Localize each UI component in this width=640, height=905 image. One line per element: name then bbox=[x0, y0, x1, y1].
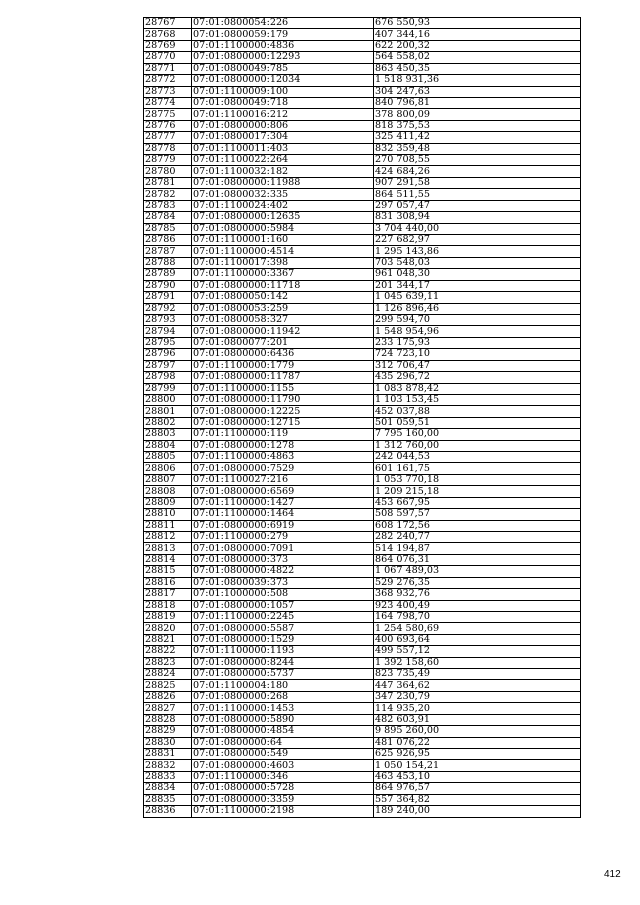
cadastral-number-cell: 07:01:0800049:718 bbox=[192, 97, 374, 108]
table-row bbox=[144, 212, 581, 223]
row-number-cell: 28780 bbox=[144, 166, 192, 177]
table-row bbox=[144, 29, 581, 40]
cadastral-number-cell: 07:01:0800000:12635 bbox=[192, 212, 374, 223]
table-row bbox=[144, 349, 581, 360]
cadastral-number-cell: 07:01:1100016:212 bbox=[192, 109, 374, 120]
row-number-cell: 28824 bbox=[144, 669, 192, 680]
cadastral-number-cell: 07:01:0800000:7529 bbox=[192, 463, 374, 474]
table-row bbox=[144, 749, 581, 760]
cadastral-number-cell: 07:01:0800000:268 bbox=[192, 691, 374, 702]
row-number-cell: 28771 bbox=[144, 63, 192, 74]
table-row bbox=[144, 543, 581, 554]
value-cell: 447 364,62 bbox=[374, 680, 581, 691]
row-number-cell: 28779 bbox=[144, 155, 192, 166]
value-cell: 453 667,95 bbox=[374, 497, 581, 508]
row-number-cell: 28789 bbox=[144, 269, 192, 280]
row-number-cell: 28836 bbox=[144, 806, 192, 817]
table-row bbox=[144, 120, 581, 131]
table-row bbox=[144, 97, 581, 108]
row-number-cell: 28829 bbox=[144, 726, 192, 737]
cadastral-number-cell: 07:01:0800000:3359 bbox=[192, 794, 374, 805]
cadastral-number-cell: 07:01:1100000:1779 bbox=[192, 360, 374, 371]
table-row bbox=[144, 771, 581, 782]
value-cell: 831 308,94 bbox=[374, 212, 581, 223]
cadastral-number-cell: 07:01:1100017:398 bbox=[192, 257, 374, 268]
table-row bbox=[144, 429, 581, 440]
table-row bbox=[144, 806, 581, 817]
cadastral-number-cell: 07:01:0800000:11718 bbox=[192, 280, 374, 291]
value-cell: 923 400,49 bbox=[374, 600, 581, 611]
cadastral-number-cell: 07:01:0800000:11790 bbox=[192, 394, 374, 405]
table-row bbox=[144, 737, 581, 748]
value-cell: 114 935,20 bbox=[374, 703, 581, 714]
table-row bbox=[144, 657, 581, 668]
row-number-cell: 28832 bbox=[144, 760, 192, 771]
value-cell: 297 057,47 bbox=[374, 200, 581, 211]
table-row bbox=[144, 714, 581, 725]
table-row bbox=[144, 463, 581, 474]
row-number-cell: 28827 bbox=[144, 703, 192, 714]
cadastral-number-cell: 07:01:1000000:508 bbox=[192, 589, 374, 600]
table-row bbox=[144, 314, 581, 325]
row-number-cell: 28786 bbox=[144, 235, 192, 246]
row-number-cell: 28812 bbox=[144, 531, 192, 542]
table-row bbox=[144, 360, 581, 371]
value-cell: 840 796,81 bbox=[374, 97, 581, 108]
row-number-cell: 28788 bbox=[144, 257, 192, 268]
table-row bbox=[144, 52, 581, 63]
cadastral-number-cell: 07:01:0800000:373 bbox=[192, 554, 374, 565]
table-row bbox=[144, 394, 581, 405]
row-number-cell: 28801 bbox=[144, 406, 192, 417]
row-number-cell: 28823 bbox=[144, 657, 192, 668]
table-row bbox=[144, 280, 581, 291]
row-number-cell: 28817 bbox=[144, 589, 192, 600]
table-row bbox=[144, 326, 581, 337]
row-number-cell: 28826 bbox=[144, 691, 192, 702]
table-row bbox=[144, 155, 581, 166]
row-number-cell: 28774 bbox=[144, 97, 192, 108]
table-row bbox=[144, 417, 581, 428]
table-row bbox=[144, 646, 581, 657]
value-cell: 864 976,57 bbox=[374, 783, 581, 794]
table-row bbox=[144, 509, 581, 520]
row-number-cell: 28813 bbox=[144, 543, 192, 554]
row-number-cell: 28800 bbox=[144, 394, 192, 405]
table-row bbox=[144, 783, 581, 794]
value-cell: 242 044,53 bbox=[374, 452, 581, 463]
row-number-cell: 28806 bbox=[144, 463, 192, 474]
table-row bbox=[144, 246, 581, 257]
row-number-cell: 28785 bbox=[144, 223, 192, 234]
cadastral-number-cell: 07:01:1100000:1453 bbox=[192, 703, 374, 714]
row-number-cell: 28834 bbox=[144, 783, 192, 794]
cadastral-number-cell: 07:01:0800000:806 bbox=[192, 120, 374, 131]
value-cell: 304 247,63 bbox=[374, 86, 581, 97]
cadastral-number-cell: 07:01:0800000:64 bbox=[192, 737, 374, 748]
row-number-cell: 28773 bbox=[144, 86, 192, 97]
table-row bbox=[144, 680, 581, 691]
cadastral-number-cell: 07:01:1100004:180 bbox=[192, 680, 374, 691]
value-cell: 368 932,76 bbox=[374, 589, 581, 600]
value-cell: 9 895 260,00 bbox=[374, 726, 581, 737]
page-number: 412 bbox=[604, 869, 621, 880]
value-cell: 625 926,95 bbox=[374, 749, 581, 760]
table-row bbox=[144, 200, 581, 211]
value-cell: 601 161,75 bbox=[374, 463, 581, 474]
row-number-cell: 28768 bbox=[144, 29, 192, 40]
cadastral-number-cell: 07:01:0800000:4854 bbox=[192, 726, 374, 737]
value-cell: 823 735,49 bbox=[374, 669, 581, 680]
cadastral-number-cell: 07:01:1100000:2198 bbox=[192, 806, 374, 817]
table-row bbox=[144, 177, 581, 188]
table-row bbox=[144, 440, 581, 451]
cadastral-number-cell: 07:01:0800000:5737 bbox=[192, 669, 374, 680]
cadastral-number-cell: 07:01:0800000:12715 bbox=[192, 417, 374, 428]
cadastral-number-cell: 07:01:1100001:160 bbox=[192, 235, 374, 246]
table-row bbox=[144, 703, 581, 714]
value-cell: 622 200,32 bbox=[374, 40, 581, 51]
row-number-cell: 28809 bbox=[144, 497, 192, 508]
row-number-cell: 28784 bbox=[144, 212, 192, 223]
value-cell: 424 684,26 bbox=[374, 166, 581, 177]
cadastral-number-cell: 07:01:0800000:5890 bbox=[192, 714, 374, 725]
table-row bbox=[144, 86, 581, 97]
row-number-cell: 28807 bbox=[144, 474, 192, 485]
value-cell: 863 450,35 bbox=[374, 63, 581, 74]
table-row bbox=[144, 623, 581, 634]
row-number-cell: 28795 bbox=[144, 337, 192, 348]
table-row bbox=[144, 63, 581, 74]
cadastral-number-cell: 07:01:0800000:12293 bbox=[192, 52, 374, 63]
row-number-cell: 28796 bbox=[144, 349, 192, 360]
value-cell: 1 045 639,11 bbox=[374, 292, 581, 303]
table-row bbox=[144, 726, 581, 737]
row-number-cell: 28793 bbox=[144, 314, 192, 325]
row-number-cell: 28792 bbox=[144, 303, 192, 314]
row-number-cell: 28776 bbox=[144, 120, 192, 131]
table-row bbox=[144, 600, 581, 611]
value-cell: 299 594,70 bbox=[374, 314, 581, 325]
value-cell: 1 548 954,96 bbox=[374, 326, 581, 337]
value-cell: 1 392 158,60 bbox=[374, 657, 581, 668]
row-number-cell: 28797 bbox=[144, 360, 192, 371]
value-cell: 864 511,55 bbox=[374, 189, 581, 200]
row-number-cell: 28825 bbox=[144, 680, 192, 691]
value-cell: 529 276,35 bbox=[374, 577, 581, 588]
value-cell: 557 364,82 bbox=[374, 794, 581, 805]
table-row bbox=[144, 611, 581, 622]
row-number-cell: 28778 bbox=[144, 143, 192, 154]
table-row bbox=[144, 337, 581, 348]
cadastral-number-cell: 07:01:0800039:373 bbox=[192, 577, 374, 588]
table-row bbox=[144, 691, 581, 702]
value-cell: 1 312 760,00 bbox=[374, 440, 581, 451]
table-row bbox=[144, 292, 581, 303]
value-cell: 961 048,30 bbox=[374, 269, 581, 280]
value-cell: 676 550,93 bbox=[374, 18, 581, 29]
row-number-cell: 28819 bbox=[144, 611, 192, 622]
table-row bbox=[144, 166, 581, 177]
table-row bbox=[144, 497, 581, 508]
table-row bbox=[144, 75, 581, 86]
cadastral-number-cell: 07:01:0800077:201 bbox=[192, 337, 374, 348]
row-number-cell: 28799 bbox=[144, 383, 192, 394]
table-row bbox=[144, 794, 581, 805]
cadastral-number-cell: 07:01:0800000:12225 bbox=[192, 406, 374, 417]
cadastral-number-cell: 07:01:0800000:6436 bbox=[192, 349, 374, 360]
table-row bbox=[144, 531, 581, 542]
cadastral-number-cell: 07:01:0800000:1278 bbox=[192, 440, 374, 451]
table-row bbox=[144, 269, 581, 280]
cadastral-number-cell: 07:01:0800059:179 bbox=[192, 29, 374, 40]
table-row bbox=[144, 189, 581, 200]
table-row bbox=[144, 143, 581, 154]
cadastral-number-cell: 07:01:1100000:1427 bbox=[192, 497, 374, 508]
row-number-cell: 28769 bbox=[144, 40, 192, 51]
cadastral-number-cell: 07:01:0800000:11942 bbox=[192, 326, 374, 337]
row-number-cell: 28777 bbox=[144, 132, 192, 143]
row-number-cell: 28805 bbox=[144, 452, 192, 463]
value-cell: 1 050 154,21 bbox=[374, 760, 581, 771]
table-row bbox=[144, 669, 581, 680]
row-number-cell: 28804 bbox=[144, 440, 192, 451]
value-cell: 189 240,00 bbox=[374, 806, 581, 817]
value-cell: 481 076,22 bbox=[374, 737, 581, 748]
table-row bbox=[144, 223, 581, 234]
value-cell: 832 359,48 bbox=[374, 143, 581, 154]
value-cell: 164 798,70 bbox=[374, 611, 581, 622]
cadastral-number-cell: 07:01:1100000:3367 bbox=[192, 269, 374, 280]
value-cell: 463 453,10 bbox=[374, 771, 581, 782]
value-cell: 1 083 878,42 bbox=[374, 383, 581, 394]
cadastral-number-cell: 07:01:0800017:304 bbox=[192, 132, 374, 143]
cadastral-number-cell: 07:01:0800000:7091 bbox=[192, 543, 374, 554]
table-row bbox=[144, 40, 581, 51]
value-cell: 724 723,10 bbox=[374, 349, 581, 360]
cadastral-number-cell: 07:01:0800000:5728 bbox=[192, 783, 374, 794]
row-number-cell: 28798 bbox=[144, 372, 192, 383]
row-number-cell: 28803 bbox=[144, 429, 192, 440]
row-number-cell: 28822 bbox=[144, 646, 192, 657]
value-cell: 7 795 160,00 bbox=[374, 429, 581, 440]
cadastral-number-cell: 07:01:0800049:785 bbox=[192, 63, 374, 74]
row-number-cell: 28820 bbox=[144, 623, 192, 634]
cadastral-number-cell: 07:01:0800058:327 bbox=[192, 314, 374, 325]
table-row bbox=[144, 132, 581, 143]
row-number-cell: 28767 bbox=[144, 18, 192, 29]
row-number-cell: 28782 bbox=[144, 189, 192, 200]
table-row bbox=[144, 474, 581, 485]
table-row bbox=[144, 554, 581, 565]
cadastral-number-cell: 07:01:1100000:1193 bbox=[192, 646, 374, 657]
value-cell: 325 411,42 bbox=[374, 132, 581, 143]
table-row bbox=[144, 566, 581, 577]
value-cell: 514 194,87 bbox=[374, 543, 581, 554]
cadastral-number-cell: 07:01:1100000:1155 bbox=[192, 383, 374, 394]
value-cell: 233 175,93 bbox=[374, 337, 581, 348]
cadastral-number-cell: 07:01:0800000:12034 bbox=[192, 75, 374, 86]
cadastral-number-cell: 07:01:0800000:4822 bbox=[192, 566, 374, 577]
cadastral-number-cell: 07:01:0800000:1529 bbox=[192, 634, 374, 645]
row-number-cell: 28802 bbox=[144, 417, 192, 428]
cadastral-number-cell: 07:01:1100000:4514 bbox=[192, 246, 374, 257]
cadastral-number-cell: 07:01:1100000:279 bbox=[192, 531, 374, 542]
cadastral-number-cell: 07:01:0800000:8244 bbox=[192, 657, 374, 668]
table-row bbox=[144, 372, 581, 383]
table-row bbox=[144, 452, 581, 463]
value-cell: 1 126 896,46 bbox=[374, 303, 581, 314]
table-row bbox=[144, 577, 581, 588]
value-cell: 703 548,03 bbox=[374, 257, 581, 268]
cadastral-number-cell: 07:01:1100000:2245 bbox=[192, 611, 374, 622]
row-number-cell: 28791 bbox=[144, 292, 192, 303]
value-cell: 452 037,88 bbox=[374, 406, 581, 417]
row-number-cell: 28794 bbox=[144, 326, 192, 337]
cadastral-number-cell: 07:01:1100000:119 bbox=[192, 429, 374, 440]
cadastral-number-cell: 07:01:1100000:4836 bbox=[192, 40, 374, 51]
cadastral-number-cell: 07:01:1100024:402 bbox=[192, 200, 374, 211]
table-row bbox=[144, 303, 581, 314]
table-row bbox=[144, 18, 581, 29]
row-number-cell: 28816 bbox=[144, 577, 192, 588]
cadastral-number-cell: 07:01:1100000:346 bbox=[192, 771, 374, 782]
value-cell: 3 704 440,00 bbox=[374, 223, 581, 234]
value-cell: 227 682,97 bbox=[374, 235, 581, 246]
value-cell: 499 557,12 bbox=[374, 646, 581, 657]
table-row bbox=[144, 257, 581, 268]
value-cell: 378 800,09 bbox=[374, 109, 581, 120]
value-cell: 1 254 580,69 bbox=[374, 623, 581, 634]
table-row bbox=[144, 634, 581, 645]
row-number-cell: 28811 bbox=[144, 520, 192, 531]
table-row bbox=[144, 109, 581, 120]
cadastral-number-cell: 07:01:1100011:403 bbox=[192, 143, 374, 154]
value-cell: 1 518 931,36 bbox=[374, 75, 581, 86]
row-number-cell: 28821 bbox=[144, 634, 192, 645]
cadastral-number-cell: 07:01:0800000:6569 bbox=[192, 486, 374, 497]
cadastral-number-cell: 07:01:0800050:142 bbox=[192, 292, 374, 303]
table-row bbox=[144, 760, 581, 771]
value-cell: 201 344,17 bbox=[374, 280, 581, 291]
cadastral-number-cell: 07:01:0800000:4603 bbox=[192, 760, 374, 771]
cadastral-number-cell: 07:01:1100022:264 bbox=[192, 155, 374, 166]
row-number-cell: 28833 bbox=[144, 771, 192, 782]
value-cell: 312 706,47 bbox=[374, 360, 581, 371]
cadastral-number-cell: 07:01:1100000:1464 bbox=[192, 509, 374, 520]
cadastral-number-cell: 07:01:0800054:226 bbox=[192, 18, 374, 29]
row-number-cell: 28781 bbox=[144, 177, 192, 188]
table-row bbox=[144, 235, 581, 246]
cadastral-number-cell: 07:01:1100032:182 bbox=[192, 166, 374, 177]
row-number-cell: 28787 bbox=[144, 246, 192, 257]
value-cell: 1 067 489,03 bbox=[374, 566, 581, 577]
table-row bbox=[144, 383, 581, 394]
row-number-cell: 28830 bbox=[144, 737, 192, 748]
cadastral-number-cell: 07:01:1100027:216 bbox=[192, 474, 374, 485]
row-number-cell: 28772 bbox=[144, 75, 192, 86]
value-cell: 608 172,56 bbox=[374, 520, 581, 531]
value-cell: 1 295 143,86 bbox=[374, 246, 581, 257]
row-number-cell: 28783 bbox=[144, 200, 192, 211]
cadastral-number-cell: 07:01:0800000:6919 bbox=[192, 520, 374, 531]
value-cell: 501 059,51 bbox=[374, 417, 581, 428]
row-number-cell: 28835 bbox=[144, 794, 192, 805]
value-cell: 907 291,58 bbox=[374, 177, 581, 188]
value-cell: 1 103 153,45 bbox=[374, 394, 581, 405]
value-cell: 1 053 770,18 bbox=[374, 474, 581, 485]
cadastral-number-cell: 07:01:0800000:549 bbox=[192, 749, 374, 760]
cadastral-number-cell: 07:01:0800000:5984 bbox=[192, 223, 374, 234]
table-body bbox=[144, 18, 581, 818]
value-cell: 482 603,91 bbox=[374, 714, 581, 725]
value-cell: 818 375,53 bbox=[374, 120, 581, 131]
cadastral-number-cell: 07:01:0800000:11787 bbox=[192, 372, 374, 383]
value-cell: 407 344,16 bbox=[374, 29, 581, 40]
value-cell: 400 693,64 bbox=[374, 634, 581, 645]
cadastral-number-cell: 07:01:1100000:4863 bbox=[192, 452, 374, 463]
value-cell: 564 558,02 bbox=[374, 52, 581, 63]
value-cell: 347 230,79 bbox=[374, 691, 581, 702]
table-row bbox=[144, 520, 581, 531]
row-number-cell: 28808 bbox=[144, 486, 192, 497]
row-number-cell: 28810 bbox=[144, 509, 192, 520]
value-cell: 435 296,72 bbox=[374, 372, 581, 383]
table-row bbox=[144, 486, 581, 497]
row-number-cell: 28775 bbox=[144, 109, 192, 120]
row-number-cell: 28831 bbox=[144, 749, 192, 760]
value-cell: 270 708,55 bbox=[374, 155, 581, 166]
row-number-cell: 28815 bbox=[144, 566, 192, 577]
cadastral-number-cell: 07:01:0800000:1057 bbox=[192, 600, 374, 611]
cadastral-value-table bbox=[143, 17, 581, 818]
row-number-cell: 28828 bbox=[144, 714, 192, 725]
row-number-cell: 28770 bbox=[144, 52, 192, 63]
table-row bbox=[144, 406, 581, 417]
value-cell: 864 076,31 bbox=[374, 554, 581, 565]
value-cell: 508 597,57 bbox=[374, 509, 581, 520]
row-number-cell: 28818 bbox=[144, 600, 192, 611]
cadastral-number-cell: 07:01:0800000:11988 bbox=[192, 177, 374, 188]
row-number-cell: 28790 bbox=[144, 280, 192, 291]
cadastral-number-cell: 07:01:0800053:259 bbox=[192, 303, 374, 314]
value-cell: 1 209 215,18 bbox=[374, 486, 581, 497]
cadastral-number-cell: 07:01:1100009:100 bbox=[192, 86, 374, 97]
cadastral-number-cell: 07:01:0800000:5587 bbox=[192, 623, 374, 634]
cadastral-number-cell: 07:01:0800032:335 bbox=[192, 189, 374, 200]
row-number-cell: 28814 bbox=[144, 554, 192, 565]
table-row bbox=[144, 589, 581, 600]
value-cell: 282 240,77 bbox=[374, 531, 581, 542]
